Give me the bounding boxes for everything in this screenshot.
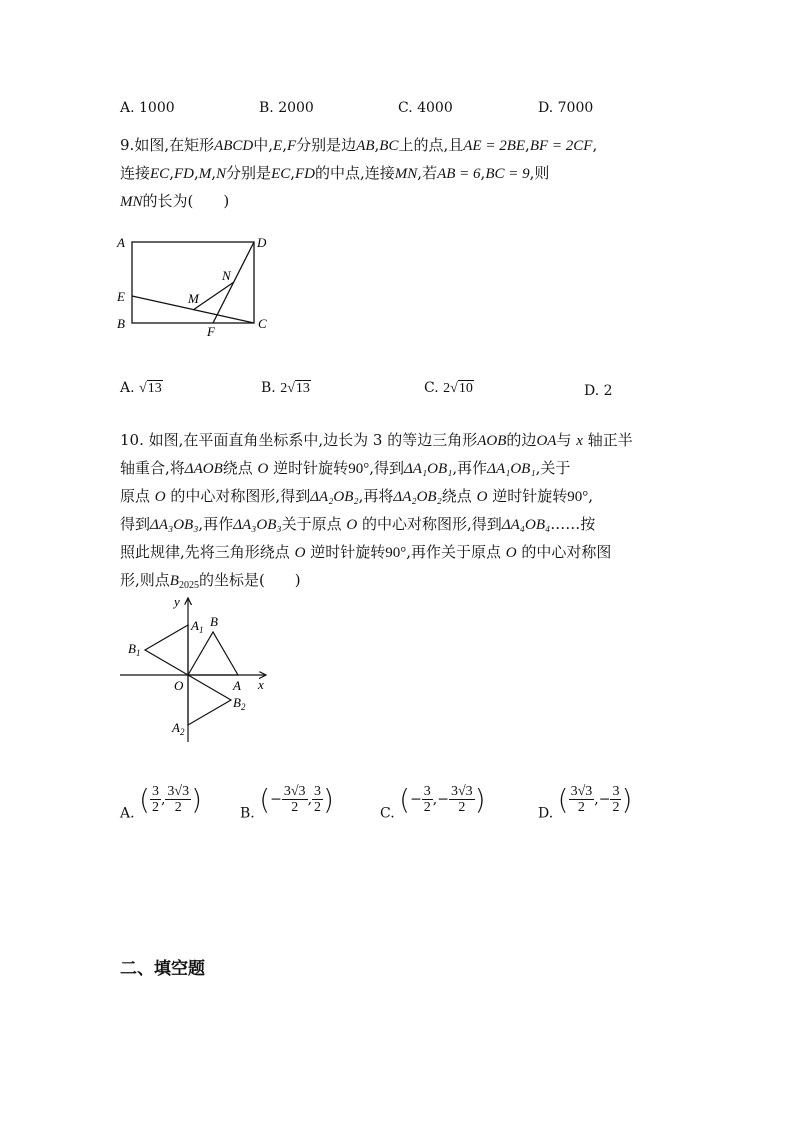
label-b: B: [210, 614, 218, 629]
label-m: M: [188, 291, 199, 306]
q10-option-d[interactable]: D. ( $\frac{3√3}{2}$ ,− $\frac{3}{2}$ ): [538, 783, 633, 822]
q8-option-b[interactable]: B. 2000: [259, 100, 314, 116]
rectangle-abcd: [132, 242, 254, 323]
q9-option-c[interactable]: C. 2√10: [424, 380, 473, 396]
q9-line-2: 连接EC,FD,M,N分别是EC,FD的中点,连接MN,若AB = 6,BC = 9,则: [120, 164, 550, 182]
triangle-a1ob1: [145, 625, 188, 675]
q8-option-a[interactable]: A. 1000: [120, 100, 175, 116]
label-a1: $A_1$: [191, 618, 204, 635]
q10-line-1: 10. 如图,在平面直角坐标系中,边长为 3 的等边三角形AOB的边OA与 x 轴正半: [120, 431, 633, 449]
label-b2: $B_2$: [233, 695, 246, 712]
q9-stem: [120, 132, 680, 216]
label-b1: $B_1$: [128, 641, 141, 658]
triangle-aob: [188, 632, 238, 675]
section-heading-fill-in: 二、填空题: [120, 959, 205, 979]
label-b: B: [117, 316, 125, 331]
q8-option-d[interactable]: D. 7000: [538, 100, 594, 116]
q9-option-d[interactable]: D. 2: [584, 383, 613, 399]
q9-rectangle-figure: [112, 230, 282, 342]
q10-option-b[interactable]: B. (− $\frac{3√3}{2}$ , $\frac{3}{2}$ ): [240, 783, 334, 822]
q10-option-a[interactable]: A. ( $\frac{3}{2}$ , $\frac{3√3}{2}$ ): [120, 783, 203, 822]
q9-line-1: 9.如图,在矩形ABCD中,E,F分别是边AB,BC上的点,且AE = 2BE,BF = 2CF,: [120, 136, 598, 154]
label-x: x: [258, 677, 264, 692]
label-e: E: [117, 289, 125, 304]
q9-option-b[interactable]: B. 2√13: [261, 380, 310, 396]
q9-line-3: MN的长为( ): [120, 192, 230, 210]
label-c: C: [258, 316, 267, 331]
q10-stem: [120, 427, 690, 599]
label-a: A: [117, 235, 125, 250]
label-f: F: [207, 324, 215, 339]
label-n: N: [222, 268, 231, 283]
label-a2: $A_2$: [172, 720, 185, 737]
q9-option-a[interactable]: A. √13: [120, 380, 162, 396]
two-sqrt-13: 2√13: [280, 381, 310, 396]
q10-line-2: 轴重合,将ΔAOB绕点 O 逆时针旋转90°,得到ΔA₁OB₁,再作ΔA₁OB₁,关于: [120, 459, 571, 477]
label-a: A: [233, 678, 241, 693]
q10-line-6: 形,则点$B_{2025}$的坐标是( ): [120, 571, 301, 591]
segment-mn: [193, 282, 234, 310]
two-sqrt-10: 2√10: [443, 381, 473, 396]
label-o: O: [174, 678, 184, 693]
q10-coordinate-figure: [118, 592, 278, 744]
sqrt-13: √13: [139, 381, 162, 396]
q10-line-3: 原点 O 的中心对称图形,得到ΔA₂OB₂,再将ΔA₂OB₂绕点 O 逆时针旋转90°,: [120, 487, 594, 505]
q10-line-5: 照此规律,先将三角形绕点 O 逆时针旋转90°,再作关于原点 O 的中心对称图: [120, 543, 612, 561]
label-d: D: [257, 235, 267, 250]
triangle-a2ob2: [188, 675, 231, 725]
q10-line-4: 得到ΔA₃OB₃,再作ΔA₃OB₃关于原点 O 的中心对称图形,得到ΔA₄OB₄……按: [120, 515, 596, 533]
q8-option-c[interactable]: C. 4000: [398, 100, 453, 116]
q10-option-c[interactable]: C. (− $\frac{3}{2}$ ,− $\frac{3√3}{2}$ ): [380, 783, 486, 822]
label-y: y: [174, 594, 180, 609]
